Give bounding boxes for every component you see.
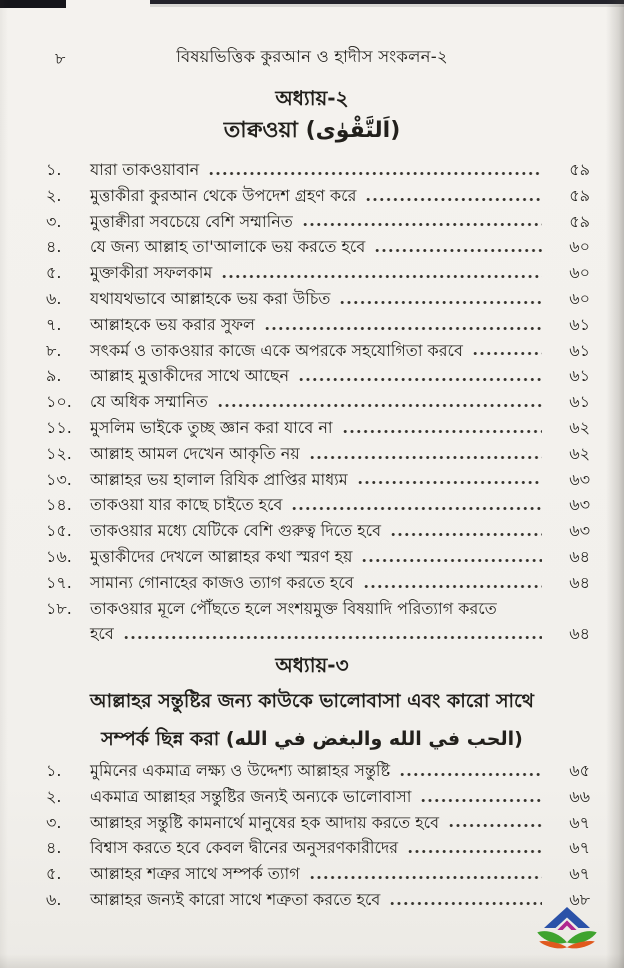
toc-row [46, 861, 590, 887]
item-title: মুত্তাক্বীরা সবচেয়ে বেশি সম্মানিত [90, 211, 293, 231]
book-title: বিষয়ভিত্তিক কুরআন ও হাদীস সংকলন-২ [176, 47, 448, 66]
leader-dots [310, 454, 542, 461]
chapter3-heading: অধ্যায়-৩ [275, 653, 349, 677]
item-page: ৫৯ [569, 211, 590, 231]
item-number: ১৮. [46, 598, 72, 618]
toc-row [46, 810, 590, 836]
item-title: একমাত্র আল্লাহর সন্তুষ্টির জন্যই অন্যকে ভালোবাসা [90, 786, 412, 806]
item-page: ৬৩ [569, 495, 590, 515]
item-page: ৬৪ [569, 572, 590, 592]
item-number: ১৪. [46, 495, 72, 515]
leader-dots [362, 557, 542, 564]
leader-dots [391, 531, 542, 538]
toc-row [46, 338, 590, 364]
item-number: ৩. [46, 812, 62, 832]
leader-dots [299, 376, 542, 383]
item-number: ১০. [46, 392, 72, 412]
leader-dots [375, 247, 542, 254]
item-title: আল্লাহকে ভয় করার সুফল [90, 314, 255, 334]
item-number: ২. [46, 786, 62, 806]
item-title: যে অধিক সম্মানিত [90, 392, 208, 412]
toc-row [46, 183, 590, 209]
item-page: ৬৩ [569, 521, 590, 541]
item-page: ৬১ [569, 340, 590, 360]
item-title: তাকওয়া যার কাছে চাইতে হবে [90, 495, 283, 515]
toc-row [46, 518, 590, 544]
item-number: ১৫. [46, 521, 72, 541]
item-number: ৪. [46, 237, 62, 257]
item-title: আল্লাহ আমল দেখেন আকৃতি নয় [90, 443, 300, 463]
item-page: ৬৩ [569, 469, 590, 489]
item-number: ৮. [46, 340, 62, 360]
item-title: বিশ্বাস করতে হবে কেবল দ্বীনের অনুসরণকারীদের [90, 838, 399, 858]
toc-row [46, 570, 590, 596]
leader-dots [343, 428, 542, 435]
toc-row [46, 596, 590, 622]
leader-dots [265, 325, 542, 332]
leader-dots [209, 170, 542, 177]
item-title: মুক্তাকীরা সফলকাম [90, 263, 213, 283]
item-number: ১১. [46, 417, 72, 437]
item-title: সৎকর্ম ও তাকওয়ার কাজে একে অপরকে সহযোগিতা করবে [90, 340, 463, 360]
item-title: যে জন্য আল্লাহ তা'আলাকে ভয় করতে হবে [90, 237, 366, 257]
toc-row [46, 467, 590, 493]
item-page: ৬৬ [569, 786, 590, 806]
item-title: তাকওয়ার মূলে পৌঁছতে হলে সংশয়মুক্ত বিষয়াদি পরিত্যাগ করতে [90, 598, 497, 618]
page-edge-shadow-bottom [0, 954, 624, 968]
leader-dots [124, 634, 542, 641]
item-title: আল্লাহর শত্রুর সাথে সম্পর্ক ত্যাগ [90, 864, 300, 884]
item-page: ৬২ [569, 443, 590, 463]
item-number: ৪. [46, 838, 62, 858]
item-page: ৬৭ [569, 838, 590, 858]
toc-row [46, 441, 590, 467]
item-number: ১. [46, 160, 62, 179]
item-page: ৬০ [569, 288, 590, 308]
item-page: ৬১ [569, 366, 590, 386]
item-title: হবে [90, 624, 114, 644]
chapter3-title-line2: সম্পর্ক ছিন্ন করা (الحب في الله والبغض في الله) [101, 728, 523, 750]
toc-row [46, 887, 590, 913]
leader-dots [473, 350, 542, 357]
item-number: ৬. [46, 288, 62, 308]
item-title: মুত্তাকীরা কুরআন থেকে উপদেশ গ্রহণ করে [90, 185, 357, 205]
leader-dots [303, 221, 542, 228]
chapter3-toc-list [46, 758, 590, 913]
item-number: ৭. [46, 314, 62, 334]
item-number: ১. [46, 761, 62, 780]
item-number: ১৭. [46, 572, 72, 592]
leader-dots [400, 771, 542, 778]
item-page: ৬৭ [569, 864, 590, 884]
toc-row [46, 784, 590, 810]
item-title: আল্লাহর ভয় হালাল রিযিক প্রাপ্তির মাধ্যম [90, 469, 348, 489]
toc-row [46, 209, 590, 235]
item-number: ১৬. [46, 546, 72, 566]
item-title: আল্লাহর সন্তুষ্টি কামনার্থে মানুষের হক আদায় করতে হবে [90, 812, 439, 832]
item-page: ৫৯ [569, 185, 590, 205]
item-title: মুসলিম ভাইকে তুচ্ছ জ্ঞান করা যাবে না [90, 417, 333, 437]
leader-dots [364, 583, 542, 590]
item-page: ৬১ [569, 392, 590, 412]
item-number: ১২. [46, 443, 72, 463]
leader-dots [310, 874, 542, 881]
leader-dots [222, 273, 542, 280]
leader-dots [340, 299, 542, 306]
leader-dots [421, 797, 542, 804]
toc-row [46, 492, 590, 518]
leader-dots [366, 196, 542, 203]
toc-row [46, 260, 590, 286]
leader-dots [358, 479, 542, 486]
item-page: ৬৮ [569, 889, 590, 909]
item-number: ৬. [46, 889, 62, 909]
toc-row [46, 234, 590, 260]
item-title: তাকওয়ার মধ্যে যেটিকে বেশি গুরুত্ব দিতে হবে [90, 521, 381, 541]
chapter3-title-line1: আল্লাহর সন্তুষ্টির জন্য কাউকে ভালোবাসা এবং কারো সাথে [90, 690, 534, 712]
item-title: সামান্য গোনাহের কাজও ত্যাগ করতে হবে [90, 572, 354, 592]
item-title: যথাযথভাবে আল্লাহকে ভয় করা উচিত [90, 288, 331, 308]
item-page: ৫৯ [569, 160, 590, 179]
item-number: ২. [46, 185, 62, 205]
item-page: ৬১ [569, 314, 590, 334]
leader-dots [449, 822, 542, 829]
item-title: মুমিনের একমাত্র লক্ষ্য ও উদ্দেশ্য আল্লাহর সন্তুষ্টি [90, 761, 391, 780]
item-number: ৩. [46, 211, 62, 231]
item-title: আল্লাহর জন্যই কারো সাথে শত্রুতা করতে হবে [90, 889, 381, 909]
toc-row [46, 312, 590, 338]
item-page: ৬২ [569, 417, 590, 437]
item-page: ৬০ [569, 237, 590, 257]
leader-dots [292, 505, 542, 512]
item-number: ৫. [46, 864, 62, 884]
item-page: ৬৫ [569, 761, 590, 780]
item-title: মুত্তাকীদের দেখলে আল্লাহর কথা স্মরণ হয় [90, 546, 353, 566]
toc-row [46, 544, 590, 570]
chapter2-heading: অধ্যায়-২ [275, 86, 349, 110]
toc-row [46, 286, 590, 312]
item-number: ৫. [46, 263, 62, 283]
toc-row [46, 363, 590, 389]
toc-row [46, 415, 590, 441]
page-number: ৮ [55, 49, 66, 68]
publisher-logo [536, 906, 598, 952]
toc-row [46, 835, 590, 861]
chapter2-toc-list [46, 157, 590, 647]
toc-row [46, 157, 590, 183]
item-title: যারা তাকওয়াবান [90, 160, 200, 179]
scan-artifact-top-left [0, 0, 66, 8]
item-page: ৬৪ [569, 624, 590, 644]
item-number: ৯. [46, 366, 62, 386]
chapter2-title: তাক্বওয়া (اَلتَّقْوٰى) [223, 118, 401, 143]
leader-dots [390, 900, 542, 907]
item-page: ৬৭ [569, 812, 590, 832]
leader-dots [218, 402, 542, 409]
item-page: ৬৪ [569, 546, 590, 566]
item-title: আল্লাহ মুত্তাকীদের সাথে আছেন [90, 366, 290, 386]
toc-row [46, 758, 590, 784]
leader-dots [408, 848, 542, 855]
item-number: ১৩. [46, 469, 72, 489]
scan-artifact-top-strip-light [150, 4, 624, 7]
toc-row [46, 621, 590, 647]
running-header [0, 44, 624, 68]
item-page: ৬০ [569, 263, 590, 283]
toc-row [46, 389, 590, 415]
